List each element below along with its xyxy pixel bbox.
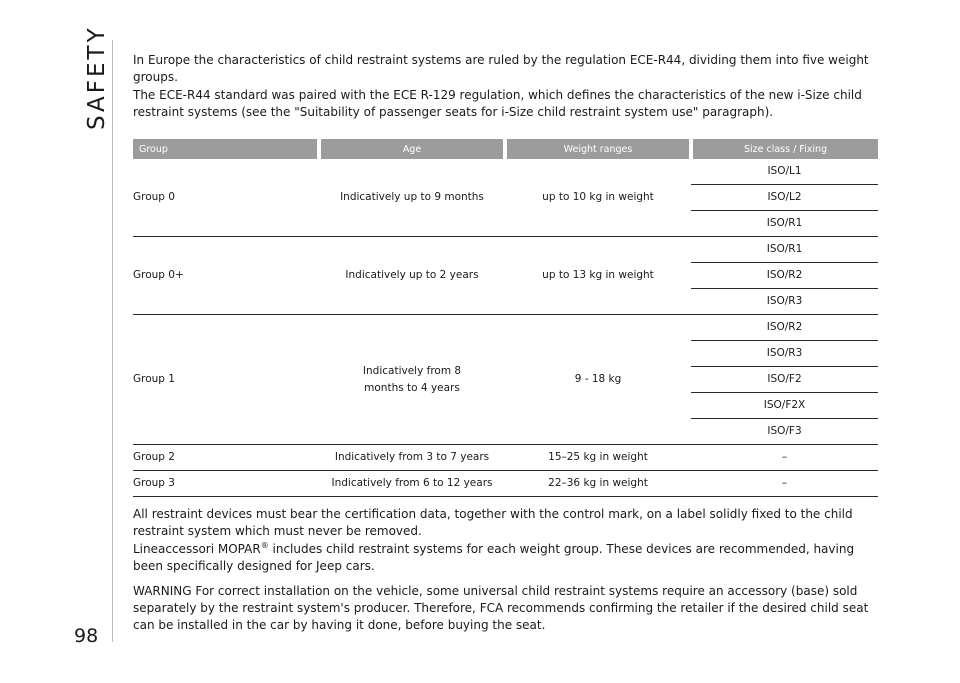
header-age: Age: [319, 139, 505, 159]
cell-weight: 22–36 kg in weight: [505, 471, 691, 497]
table-row: [133, 471, 878, 497]
table-header-row: [133, 139, 878, 159]
cell-size: ISO/L2: [691, 185, 878, 211]
notes: [133, 506, 879, 634]
cell-size: ISO/R2: [691, 315, 878, 341]
table-row: [133, 445, 878, 471]
mopar-text: Lineaccessori MOPAR: [133, 542, 261, 556]
cell-group: Group 0+: [133, 237, 319, 315]
cell-weight: 9 - 18 kg: [505, 315, 691, 445]
header-weight: Weight ranges: [505, 139, 691, 159]
mopar-paragraph: [133, 541, 879, 575]
cell-weight: up to 13 kg in weight: [505, 237, 691, 315]
cell-group: Group 2: [133, 445, 319, 471]
intro: [133, 52, 879, 121]
cell-size: ISO/F2: [691, 367, 878, 393]
cell-group: Group 3: [133, 471, 319, 497]
cell-size: ISO/R3: [691, 341, 878, 367]
section-title: SAFETY: [84, 25, 110, 130]
section-divider: [112, 40, 113, 642]
cell-age: Indicatively from 3 to 7 years: [319, 445, 505, 471]
cell-age: Indicatively from 8 months to 4 years: [319, 315, 505, 445]
cell-size: –: [691, 471, 878, 497]
page-number: 98: [74, 625, 99, 647]
table-row: [133, 315, 878, 341]
table-row: [133, 237, 878, 263]
header-size-class: Size class / Fixing: [691, 139, 878, 159]
intro-paragraph: The ECE-R44 standard was paired with the ECE R-129 regulation, which defines the characteristics of the new i-Size child restraint systems (see the "Suitability of passenger seats for i-Size child restraint system use" paragraph).: [133, 88, 862, 119]
warning-paragraph: WARNING For correct installation on the vehicle, some universal child restraint systems require an accessory (base) sold separately by the restraint system's producer. Therefore, FCA recommends confirming the retailer if the desired child seat can be installed in the car by having it done, before buying the seat.: [133, 584, 869, 632]
cell-size: ISO/F3: [691, 419, 878, 445]
intro-paragraph: In Europe the characteristics of child restraint systems are ruled by the regulation ECE-R44, dividing them into five weight groups.: [133, 53, 869, 84]
cell-size: ISO/R2: [691, 263, 878, 289]
certification-paragraph: All restraint devices must bear the certification data, together with the control mark, on a label solidly fixed to the child restraint system which must never be removed.: [133, 507, 853, 538]
cell-age: Indicatively up to 2 years: [319, 237, 505, 315]
cell-age: Indicatively up to 9 months: [340, 191, 484, 203]
cell-size: ISO/R3: [691, 289, 878, 315]
cell-weight: 15–25 kg in weight: [505, 445, 691, 471]
cell-size: ISO/R1: [691, 211, 878, 237]
child-restraint-table: [133, 139, 878, 497]
page-content: [133, 52, 879, 635]
cell-age: Indicatively from 6 to 12 years: [319, 471, 505, 497]
cell-size: ISO/R1: [691, 237, 878, 263]
header-group: Group: [133, 139, 319, 159]
cell-weight: up to 10 kg in weight: [542, 191, 654, 203]
cell-group: Group 1: [133, 315, 319, 445]
table-row: [133, 159, 878, 185]
cell-size: ISO/L1: [767, 165, 802, 177]
cell-size: ISO/F2X: [691, 393, 878, 419]
mopar-text-rest: includes child restraint systems for each weight group. These devices are recommended, having been specifically designed for Jeep cars.: [133, 542, 855, 573]
cell-size: –: [691, 445, 878, 471]
cell-group: Group 0: [133, 191, 175, 203]
registered-mark: ®: [260, 541, 269, 550]
